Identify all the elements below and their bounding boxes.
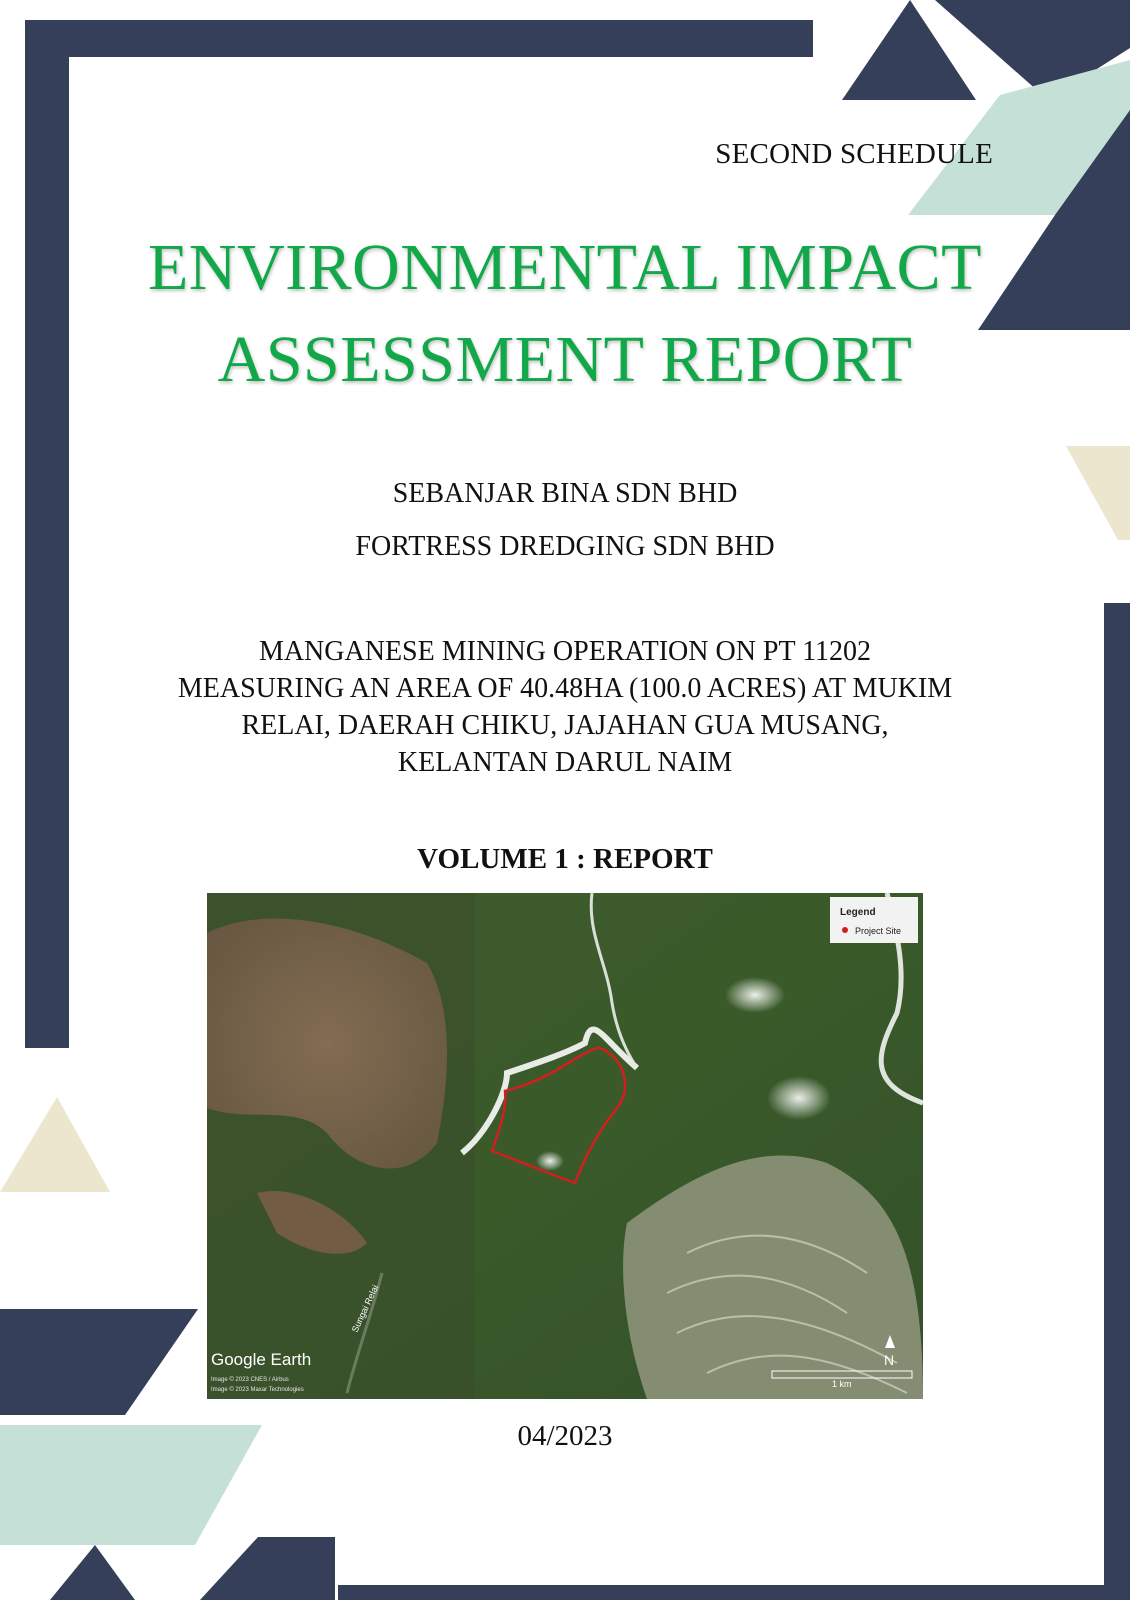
triangle-bottom-1 [0,1309,198,1415]
project-line-4: KELANTAN DARUL NAIM [397,747,733,778]
triangle-beige-left [0,1097,110,1192]
map-cloud-2 [767,1076,831,1120]
map-cloud-1 [725,977,785,1013]
project-line-3: RELAI, DAERAH CHIKU, JAJAHAN GUA MUSANG, [241,710,889,741]
volume-label: VOLUME 1 : REPORT [417,843,713,875]
map-credit-2: Image © 2023 Maxar Technologies [211,1387,304,1393]
report-date: 04/2023 [517,1420,613,1452]
map-legend [830,897,918,943]
site-map [207,893,923,1399]
project-line-1: MANGANESE MINING OPERATION ON PT 11202 [258,636,872,667]
legend-item-project-site: Project Site [855,926,902,936]
triangle-bottom-3 [200,1537,335,1600]
project-line-2: MEASURING AN AREA OF 40.48HA (100.0 ACRES) AT MUKIM [177,673,953,704]
legend-background [830,897,918,943]
report-title [0,222,1130,406]
project-site-icon [842,927,848,933]
map-cloud-3 [536,1151,564,1171]
report-title-line-2: ASSESSMENT REPORT [217,323,913,396]
company-name-2: FORTRESS DREDGING SDN BHD [355,531,775,562]
scale-label: 1 km [832,1379,852,1389]
report-title-line-1: ENVIRONMENTAL IMPACT [147,231,982,304]
triangle-bottom-2 [50,1545,135,1600]
frame-top-bar [25,20,813,57]
company-name-1: SEBANJAR BINA SDN BHD [392,478,738,509]
river-label: Sungai Relai [349,1283,381,1334]
frame-bottom-bar [338,1585,1130,1600]
map-brand-label: Google Earth [211,1350,312,1369]
schedule-label: SECOND SCHEDULE [715,138,993,170]
project-description [0,633,1130,781]
map-credit-1: Image © 2023 CNES / Airbus [211,1377,289,1383]
north-label: N [884,1352,895,1368]
legend-title: Legend [840,907,876,918]
